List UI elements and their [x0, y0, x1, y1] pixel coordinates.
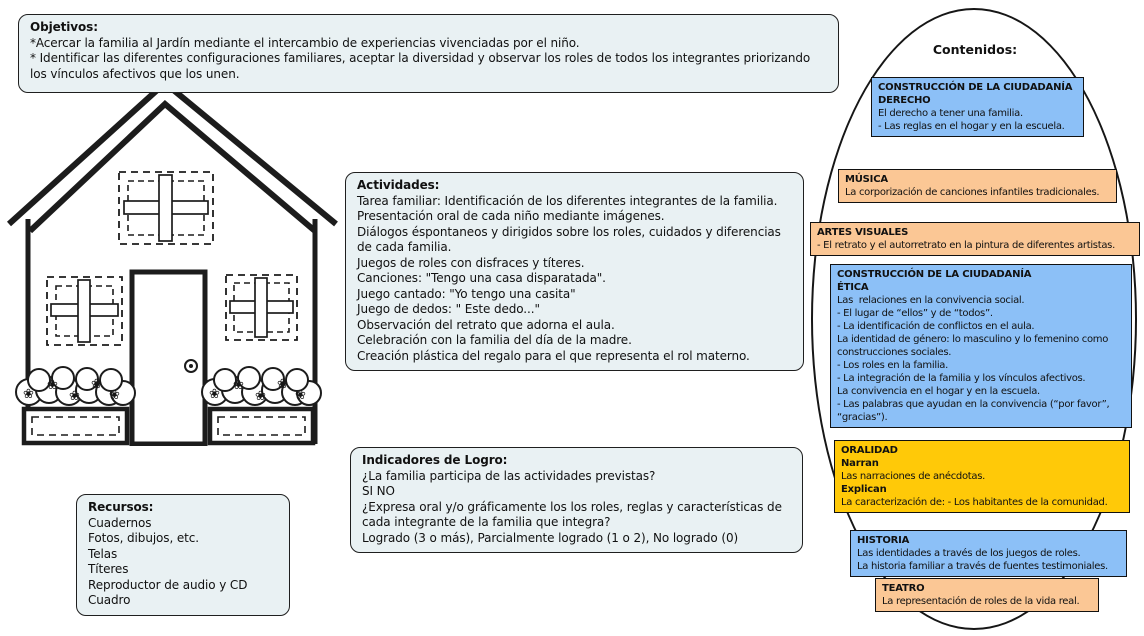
indicador-line: ¿La familia participa de las actividades previstas? — [362, 468, 656, 483]
svg-text:❀: ❀ — [209, 387, 220, 402]
objetivos-line: * Identificar las diferentes configuraciones familiares, aceptar la diversidad y observar los roles de todos los integrantes priorizando los vínculos afectivos que los unen. — [30, 51, 814, 81]
contenido-box-musica — [838, 169, 1117, 203]
left-flower-box — [24, 409, 127, 443]
contenido-subheader: Narran — [841, 458, 879, 469]
contenido-header: CONSTRUCCIÓN DE LA CIUDADANÍA — [878, 82, 1073, 93]
contenido-line: - El retrato y el autorretrato en la pintura de diferentes artistas. — [817, 240, 1115, 251]
recurso-line: Reproductor de audio y CD — [88, 577, 248, 592]
recurso-line: Fotos, dibujos, etc. — [88, 531, 199, 545]
svg-text:❀: ❀ — [69, 389, 80, 404]
objetivos-panel — [18, 14, 839, 93]
house-illustration — [5, 80, 341, 446]
contenido-header: ORALIDAD — [841, 445, 898, 456]
left-window — [47, 277, 122, 345]
actividad-line: Juego cantado: "Yo tengo una casita" — [357, 286, 576, 301]
actividad-line: Presentación oral de cada niño mediante imágenes. — [357, 209, 665, 223]
contenido-box-ciudadania-derecho — [871, 77, 1084, 137]
contenido-header: DERECHO — [878, 95, 931, 106]
right-flower-box — [210, 409, 313, 443]
contenido-line: - Las palabras que ayudan en la convivencia (“por favor”, “gracias”). — [837, 399, 1113, 423]
contenido-line: - La identificación de conflictos en el aula. — [837, 321, 1035, 332]
indicadores-title: Indicadores de Logro: — [362, 453, 508, 467]
contenido-line: El derecho a tener una familia. — [878, 108, 1023, 119]
indicador-line: Logrado (3 o más), Parcialmente logrado (1 o 2), No logrado (0) — [362, 530, 739, 545]
contenido-line: - La integración de la familia y los vínculos afectivos. — [837, 373, 1086, 384]
actividad-line: Observación del retrato que adorna el aula. — [357, 317, 615, 332]
svg-text:❀: ❀ — [277, 377, 288, 392]
recurso-line: Cuadernos — [88, 515, 152, 530]
contenidos-title: Contenidos: — [932, 42, 1018, 57]
actividad-line: Creación plástica del regalo para el que representa el rol materno. — [357, 348, 750, 363]
right-window — [226, 275, 297, 340]
contenido-box-teatro — [875, 578, 1099, 612]
indicador-line: SI NO — [362, 484, 395, 498]
svg-text:❀: ❀ — [23, 387, 34, 402]
contenido-subheader: Explican — [841, 484, 887, 495]
contenido-line: - Los roles en la familia. — [837, 360, 949, 371]
actividad-line: Celebración con la familia del día de la madre. — [357, 333, 632, 347]
actividades-panel — [345, 172, 804, 371]
contenido-header: ARTES VISUALES — [817, 227, 909, 238]
recursos-title: Recursos: — [88, 500, 154, 514]
contenido-header: TEATRO — [882, 583, 925, 594]
recurso-line: Títeres — [88, 562, 129, 576]
svg-text:❀: ❀ — [91, 377, 102, 392]
actividades-title: Actividades: — [357, 178, 440, 192]
contenido-header: HISTORIA — [857, 535, 910, 546]
contenido-line: La identidad de género: lo masculino y lo femenino como construcciones sociales. — [837, 334, 1111, 358]
actividad-line: Juego de dedos: " Este dedo..." — [357, 302, 540, 316]
contenido-box-historia — [850, 530, 1127, 577]
contenido-box-oralidad — [834, 440, 1130, 513]
contenido-line: Las narraciones de anécdotas. — [841, 471, 986, 482]
contenido-line: - Las reglas en el hogar y en la escuela. — [878, 121, 1065, 132]
contenido-line: Las identidades a través de los juegos de roles. — [857, 548, 1081, 559]
svg-text:❀: ❀ — [47, 378, 58, 393]
svg-text:❀: ❀ — [233, 378, 244, 393]
actividad-line: Juegos de roles con disfraces y títeres. — [357, 255, 585, 270]
objetivos-title: Objetivos: — [30, 20, 98, 34]
door — [132, 272, 205, 444]
svg-text:❀: ❀ — [109, 388, 120, 403]
svg-text:❀: ❀ — [295, 388, 306, 403]
recurso-line: Cuadro — [88, 593, 131, 607]
contenido-line: La representación de roles de la vida real. — [882, 596, 1080, 607]
contenido-line: La caracterización de: - Los habitantes de la comunidad. — [841, 497, 1108, 508]
contenido-line: La convivencia en el hogar y en la escuela. — [837, 386, 1040, 397]
recurso-line: Telas — [88, 546, 118, 561]
actividad-line: Canciones: "Tengo una casa disparatada". — [357, 271, 606, 285]
contenido-header: ÉTICA — [837, 282, 869, 293]
contenido-header: MÚSICA — [845, 174, 888, 185]
svg-text:❀: ❀ — [255, 389, 266, 404]
indicador-line: ¿Expresa oral y/o gráficamente los los roles, reglas y características de cada integrante de la familia que integra? — [362, 499, 786, 529]
contenido-line: La historia familiar a través de fuentes testimoniales. — [857, 561, 1108, 572]
contenido-line: - El lugar de “ellos” y de “todos”. — [837, 308, 993, 319]
contenido-header: CONSTRUCCIÓN DE LA CIUDADANÍA — [837, 269, 1032, 280]
contenido-line: La corporización de canciones infantiles tradicionales. — [845, 187, 1100, 198]
attic-window — [119, 172, 213, 244]
indicadores-panel — [350, 447, 803, 553]
recursos-panel — [76, 494, 290, 616]
contenido-box-artes-visuales — [810, 222, 1140, 256]
contenido-box-ciudadania-etica — [830, 264, 1132, 428]
objetivos-line: *Acercar la familia al Jardín mediante el intercambio de experiencias vivenciadas por el niño. — [30, 35, 580, 50]
actividad-line: Diálogos éspontaneos y dirigidos sobre los roles, cuidados y diferencias de cada familia. — [357, 224, 785, 254]
actividad-line: Tarea familiar: Identificación de los diferentes integrantes de la familia. — [357, 193, 778, 208]
contenido-line: Las relaciones en la convivencia social. — [837, 295, 1025, 306]
